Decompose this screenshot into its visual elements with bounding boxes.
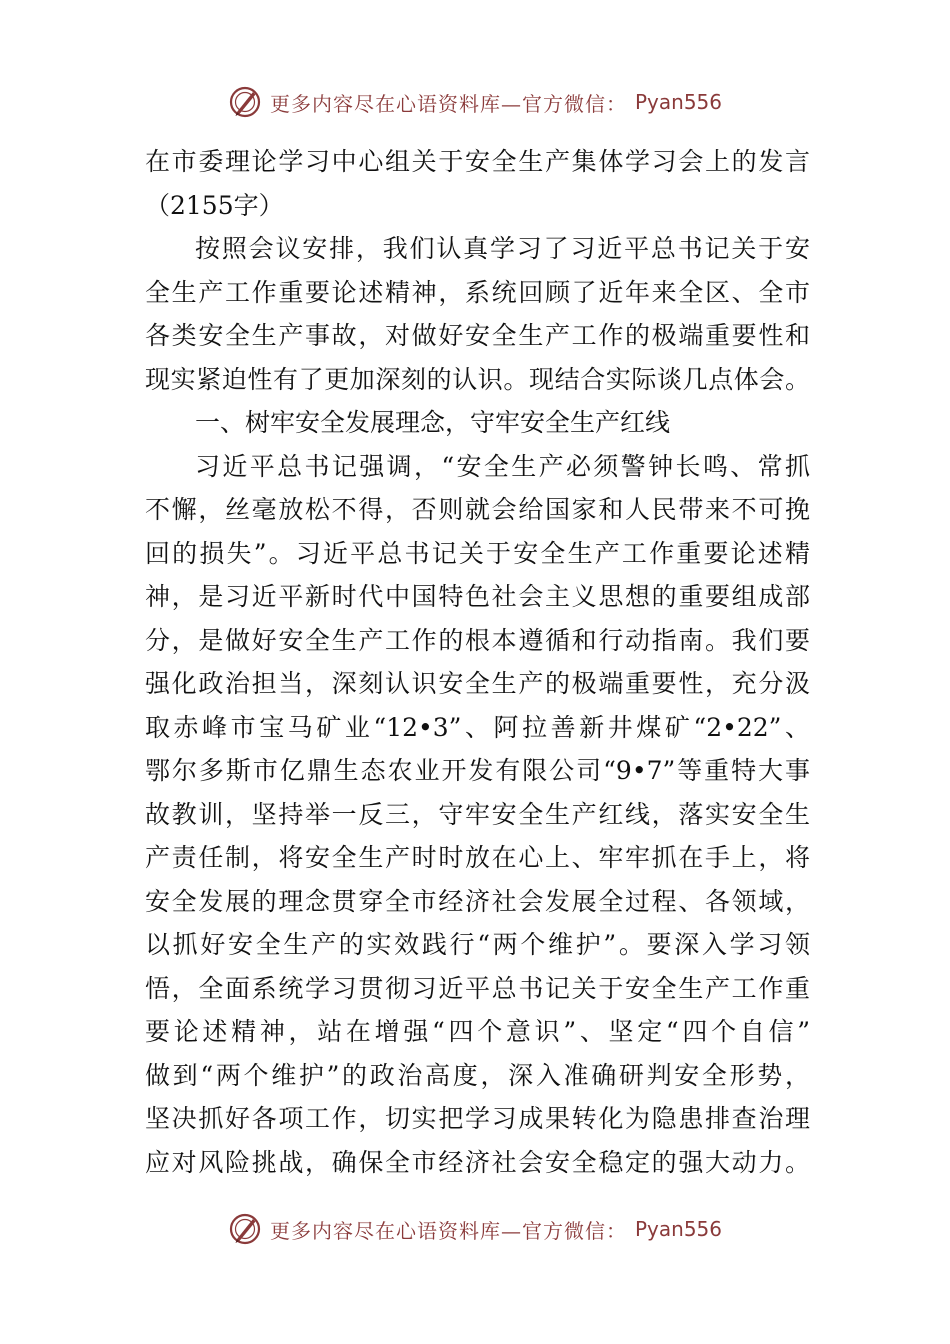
header-banner	[0, 82, 950, 122]
paragraph-line: 现实紧迫性有了更加深刻的认识。现结合实际谈几点体会。	[145, 364, 810, 394]
paragraph-line: 做到“两个维护”的政治高度，深入准确研判安全形势，	[145, 1060, 810, 1090]
paragraph-line: 神，是习近平新时代中国特色社会主义思想的重要组成部	[145, 582, 810, 611]
paragraph-line: 要论述精神，站在增强“四个意识”、坚定“四个自信”	[145, 1017, 810, 1046]
paragraph-line: 故教训，坚持举一反三，守牢安全生产红线，落实安全生	[145, 799, 810, 829]
banner-text: 更多内容尽在心语资料库—官方微信：	[269, 1218, 627, 1243]
paragraph-line: 取赤峰市宝马矿业“12•3”、阿拉善新井煤矿“2•22”、	[145, 712, 810, 742]
pen-seal-logo-icon	[228, 1212, 262, 1246]
section-heading: 一、树牢安全发展理念，守牢安全生产红线	[195, 408, 671, 437]
paragraph-line: 全生产工作重要论述精神，系统回顾了近年来全区、全市	[145, 277, 810, 307]
paragraph-line: 各类安全生产事故，对做好安全生产工作的极端重要性和	[145, 321, 810, 350]
pen-seal-logo-icon	[228, 85, 262, 119]
paragraph-line: 坚决抓好各项工作，切实把学习成果转化为隐患排查治理	[145, 1104, 810, 1133]
paragraph-line: 不懈，丝毫放松不得，否则就会给国家和人民带来不可挽	[145, 495, 810, 524]
paragraph-line: 强化政治担当，深刻认识安全生产的极端重要性，充分汲	[145, 669, 810, 698]
document-body	[145, 140, 810, 1184]
paragraph-line: 以抓好安全生产的实效践行“两个维护”。要深入学习领	[145, 930, 810, 959]
word-count: （2155字）	[145, 190, 284, 220]
paragraph-line: 分，是做好安全生产工作的根本遵循和行动指南。我们要	[145, 625, 810, 655]
paragraph-line: 应对风险挑战，确保全市经济社会安全稳定的强大动力。	[145, 1147, 810, 1177]
paragraph-line: 产责任制，将安全生产时时放在心上、牢牢抓在手上，将	[145, 843, 810, 872]
footer-banner	[0, 1209, 950, 1249]
paragraph-line: 鄂尔多斯市亿鼎生态农业开发有限公司“9•7”等重特大事	[145, 756, 810, 785]
paragraph-line: 回的损失”。习近平总书记关于安全生产工作重要论述精	[145, 538, 810, 568]
banner-text: 更多内容尽在心语资料库—官方微信：	[269, 91, 627, 116]
paragraph-line: 悟，全面系统学习贯彻习近平总书记关于安全生产工作重	[145, 973, 810, 1003]
paragraph-line: 习近平总书记强调，“安全生产必须警钟长鸣、常抓	[195, 451, 810, 481]
document-title: 在市委理论学习中心组关于安全生产集体学习会上的发言	[145, 147, 810, 176]
paragraph-line: 安全发展的理念贯穿全市经济社会发展全过程、各领域，	[145, 886, 810, 916]
paragraph-line: 按照会议安排，我们认真学习了习近平总书记关于安	[195, 234, 810, 263]
wechat-id: Pyan556	[634, 1217, 722, 1241]
wechat-id: Pyan556	[634, 90, 722, 114]
